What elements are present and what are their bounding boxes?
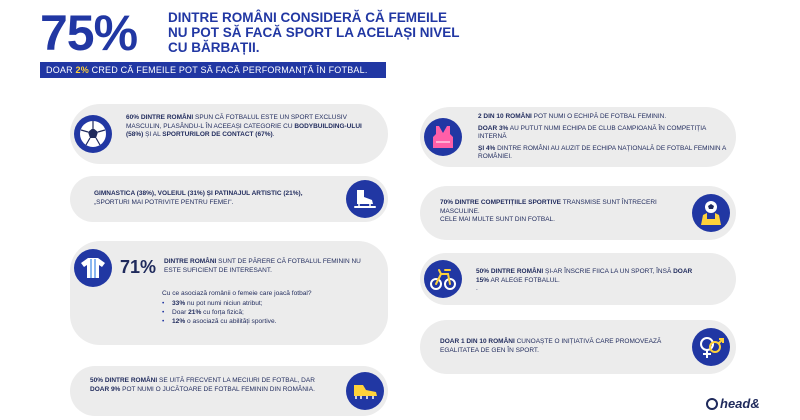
logo-icon (706, 398, 718, 410)
brand-logo (706, 396, 760, 411)
card-text: 50% DINTRE ROMÂNI ȘI-AR ÎNSCRIE FIICA LA UN SPORT, ÎNSĂ DOAR 15% AR ALEGE FOTBALUL. . (476, 268, 693, 292)
card-text: DOAR 1 DIN 10 ROMÂNI CUNOAȘTE O INIȚIATIVĂ CARE PROMOVEAZĂ EGALITATEA DE GEN ÎN SPORT. (440, 338, 662, 354)
banner-post: CRED CĂ FEMEILE POT SĂ FACĂ PERFORMANȚĂ ÎN FOTBAL. (88, 65, 368, 75)
headline-text: DINTRE ROMÂNI CONSIDERĂ CĂ FEMEILE NU POT SĂ FACĂ SPORT LA ACELAȘI NIVEL CU BĂRBAȚII. (168, 10, 460, 55)
ice-skate-icon (346, 180, 384, 218)
card-watch-matches (70, 366, 388, 416)
card-text: GIMNASTICA (38%), VOLEIUL (31%) ȘI PATINAJUL ARTISTIC (21%), „SPORTURI MAI POTRIVITE PENTRU FEMEI". (94, 190, 303, 206)
logo-text: head& (720, 396, 760, 411)
card-text: 60% DINTRE ROMÂNI SPUN CĂ FOTBALUL ESTE UN SPORT EXCLUSIV MASCULIN, PLASÂNDU-L ÎN ACEEAȘI CATEGORIE CU BODYBUILDING-ULUI (58%) ȘI AL SPORTURILOR DE CONTACT (67%). (126, 114, 362, 138)
exercise-bike-icon (424, 260, 462, 298)
card-text: 50% DINTRE ROMÂNI SE UITĂ FRECVENT LA MECIURI DE FOTBAL, DAR DOAR 9% POT NUMI O JUCĂTOARE DE FOTBAL FEMININ DIN ROMÂNIA. (90, 377, 315, 393)
question-block (162, 289, 372, 326)
card-text: 70% DINTRE COMPETIȚIILE SPORTIVE TRANSMISE SUNT ÎNTRECERI MASCULINE. CELE MAI MULTE SUNT DIN FOTBAL. (440, 199, 657, 223)
banner-percent: 2% (75, 65, 89, 75)
card-women-football-interest (70, 241, 388, 345)
card-percent: 71% (120, 257, 157, 277)
question-text: Cu ce asociază românii o femeie care joacă fotbal? (162, 290, 312, 297)
answer-list (162, 299, 372, 326)
gender-symbol-icon (692, 328, 730, 366)
soccer-ball-icon (74, 115, 112, 153)
card-text: 2 DIN 10 ROMÂNI POT NUMI O ECHIPĂ DE FOTBAL FEMININ. DOAR 3% AU PUTUT NUMI ECHIPA DE CLUB CAMPIOANĂ ÎN COMPETIȚIA INTERNĂ ȘI 4% DINTRE ROMÂNI AU AUZIT DE ECHIPA NAȚIONALĂ DE FOTBAL FEMININ A ROMÂNIEI. (478, 113, 727, 160)
card-text: DINTRE ROMÂNI SUNT DE PĂRERE CĂ FOTBALUL FEMININ NU ESTE SUFICIENT DE INTERESANT. (164, 258, 361, 274)
card-competitions (420, 186, 736, 240)
goalkeeper-icon (692, 194, 730, 232)
sports-top-icon (424, 118, 462, 156)
list-item: • 33% nu pot numi niciun atribut; (162, 299, 372, 308)
banner-pre: DOAR (46, 65, 76, 75)
card-football-exclusive (70, 104, 388, 164)
card-daughter-sport (420, 253, 736, 305)
card-women-teams (420, 107, 736, 167)
banner (40, 62, 386, 78)
list-item: • Doar 21% cu forța fizică; (162, 308, 372, 317)
jersey-icon (74, 249, 112, 287)
football-boot-icon (346, 372, 384, 410)
card-gender-equality (420, 320, 736, 374)
list-item: • 12% o asociază cu abilități sportive. (162, 317, 372, 326)
headline-percent: 75% (40, 5, 138, 61)
card-female-sports (70, 176, 388, 222)
